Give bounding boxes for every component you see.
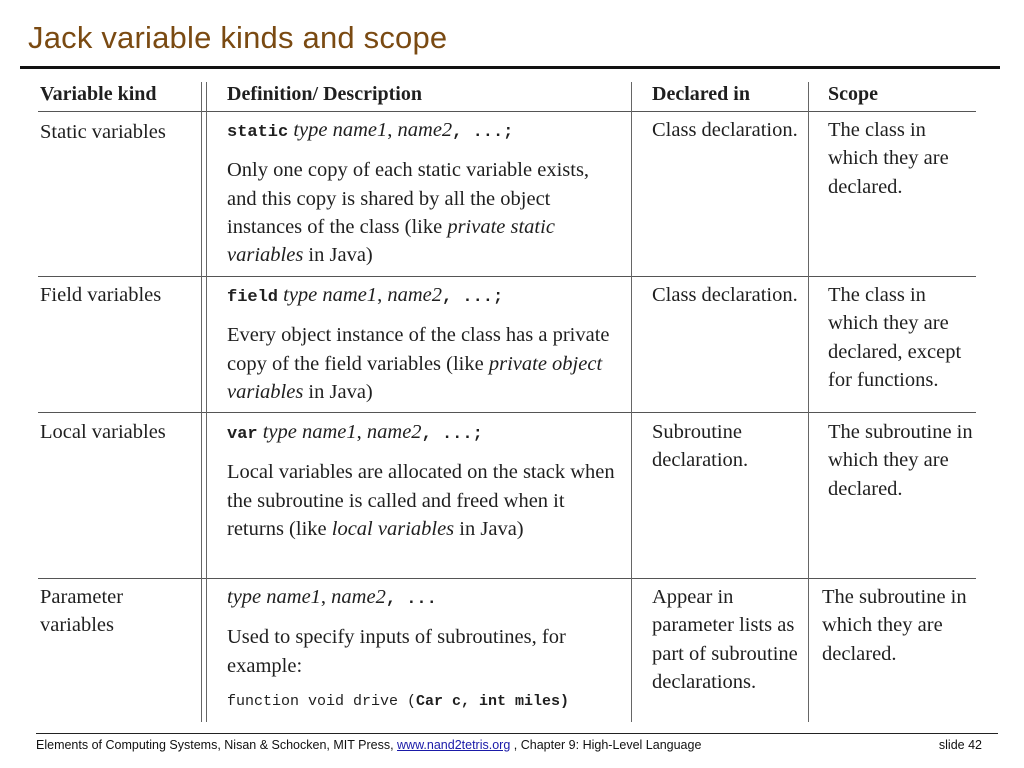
row-divider <box>38 276 976 277</box>
decl-text: name2 <box>387 284 442 306</box>
decl-tail: , ...; <box>421 425 483 444</box>
header-row-divider <box>38 111 976 112</box>
keyword-var: var <box>227 425 258 444</box>
row-parameter-kind: Parameter variables <box>40 586 124 637</box>
footer <box>36 738 982 752</box>
decl-tail: , ...; <box>441 288 504 307</box>
row-local-kind: Local variables <box>40 421 166 443</box>
row-field-description <box>227 321 623 406</box>
slide-number: slide 42 <box>938 738 982 752</box>
keyword-static: static <box>227 123 289 142</box>
desc-text: in Java) <box>454 517 524 540</box>
desc-text: Local variables are allocated on the stack when the subroutine is called and freed when it returns (like <box>227 461 615 540</box>
desc-text: in Java) <box>303 244 373 267</box>
row-field-scope: The class in which they are declared, except for functions. <box>828 284 962 391</box>
row-divider <box>38 412 976 413</box>
row-static-declared-in: Class declaration. <box>652 119 798 141</box>
row-static-scope: The class in which they are declared. <box>828 119 949 198</box>
decl-text: name2 <box>366 421 422 443</box>
decl-text: type name1 <box>262 421 357 443</box>
decl-text: type name1 <box>227 586 321 608</box>
row-local-definition <box>227 418 623 543</box>
row-local-description <box>227 458 623 543</box>
decl-text: name2 <box>331 586 386 608</box>
row-field-kind: Field variables <box>40 284 162 306</box>
desc-text: Only one copy of each static variable exists, and this copy is shared by all the object instances of the class (like <box>227 159 590 238</box>
desc-text: in Java) <box>303 380 373 403</box>
desc-text: Every object instance of the class has a private copy of the field variables (like <box>227 324 610 375</box>
decl-text: , <box>356 421 362 443</box>
row-static-kind: Static variables <box>40 121 166 143</box>
decl-text: , <box>387 119 393 141</box>
header-scope: Scope <box>828 83 878 105</box>
decl-text: type name1 <box>293 119 388 141</box>
code-example-plain: function void drive ( <box>227 692 417 710</box>
decl-text: , <box>377 284 383 306</box>
desc-italic: local variables <box>331 517 455 540</box>
column-divider <box>808 82 809 722</box>
row-parameter-definition <box>227 583 623 716</box>
row-field-declared-in: Class declaration. <box>652 284 798 306</box>
row-parameter-declared-in: Appear in parameter lists as part of subroutine declarations. <box>652 586 798 693</box>
row-local-declared-in: Subroutine declaration. <box>652 421 749 472</box>
row-static-definition <box>227 116 623 269</box>
column-divider-double <box>206 82 207 722</box>
code-example <box>227 685 623 716</box>
decl-tail: , ...; <box>452 123 514 142</box>
row-parameter-scope: The subroutine in which they are declared. <box>822 586 967 665</box>
desc-italic: private object variables <box>227 352 603 403</box>
footer-citation: Elements of Computing Systems, Nisan & Schocken, MIT Press, <box>36 738 394 752</box>
code-example-bold: Car c, int miles) <box>416 692 570 710</box>
row-local-scope: The subroutine in which they are declared. <box>828 421 973 500</box>
keyword-field: field <box>227 288 279 307</box>
column-divider-double <box>201 82 202 722</box>
row-divider <box>38 578 976 579</box>
header-definition: Definition/ Description <box>227 83 422 105</box>
decl-text: , <box>320 586 327 608</box>
footer-chapter: , Chapter 9: High-Level Language <box>513 738 702 752</box>
header-declared-in: Declared in <box>652 83 750 105</box>
decl-text: type name1 <box>283 284 378 306</box>
footer-link[interactable]: www.nand2tetris.org <box>397 738 511 752</box>
row-field-definition <box>227 281 623 406</box>
row-parameter-description: Used to specify inputs of subroutines, for example: <box>227 626 566 677</box>
row-static-description <box>227 156 623 269</box>
header-variable-kind: Variable kind <box>40 83 157 105</box>
decl-text: name2 <box>397 119 453 141</box>
desc-italic: private static variables <box>227 215 555 267</box>
column-divider <box>631 82 632 722</box>
footer-divider <box>36 733 998 734</box>
decl-tail: , ... <box>385 590 437 609</box>
page-title: Jack variable kinds and scope <box>28 20 448 55</box>
